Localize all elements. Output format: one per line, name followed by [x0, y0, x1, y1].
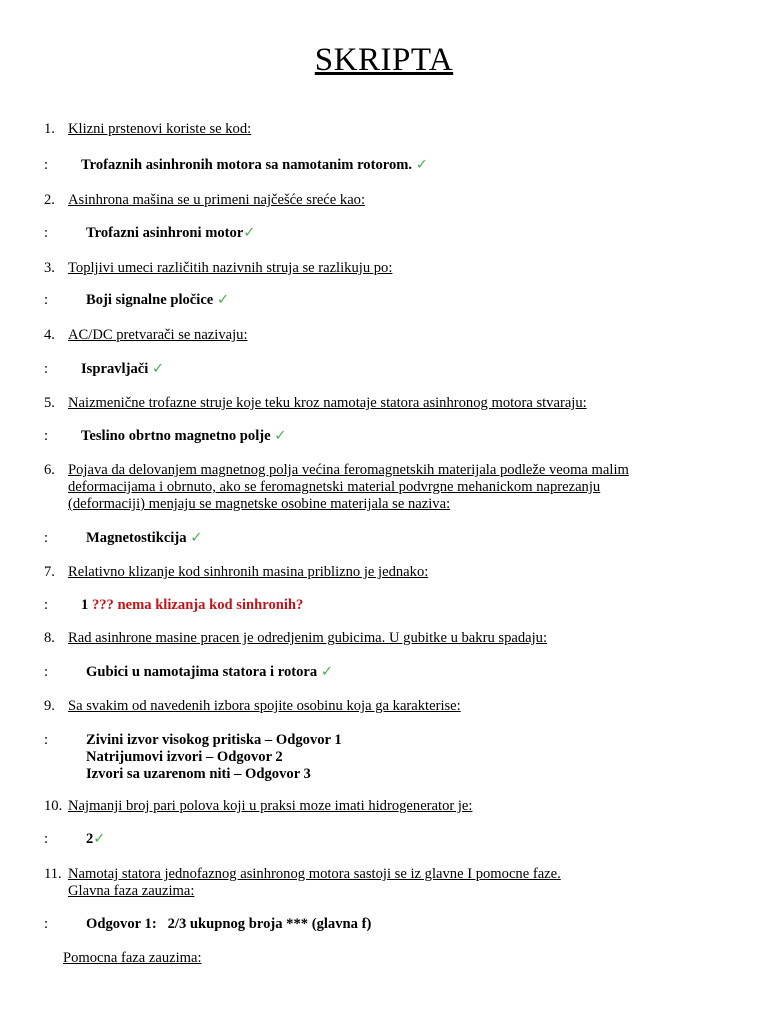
question-text-line: (deformaciji) menjaju se magnetske osobine materijala se naziva:: [68, 496, 451, 512]
answer-colon: :: [44, 831, 49, 847]
question-text: Relativno klizanje kod sinhronih masina priblizno je jednako:: [68, 564, 429, 580]
question-number: 9.: [44, 698, 55, 714]
question-text: Klizni prstenovi koriste se kod:: [68, 121, 252, 137]
check-mark-icon: ✓: [190, 530, 203, 546]
question-text: Sa svakim od navedenih izbora spojite osobinu koja ga karakterise:: [68, 698, 461, 714]
answer-prefix: 1: [81, 597, 89, 613]
check-mark-icon: ✓: [216, 292, 230, 308]
answer-text: Trofazni asinhroni motor: [86, 225, 244, 241]
answer-line: Izvori sa uzarenom niti – Odgovor 3: [86, 766, 311, 782]
check-mark-icon: ✓: [274, 428, 287, 444]
question-text-line: deformacijama i obrnuto, ako se feromagnetski material podvrgne mehanickom naprezanju: [68, 479, 601, 495]
question-text: Asinhrona mašina se u primeni najčešće sreće kao:: [68, 192, 366, 208]
answer-line: Zivini izvor visokog pritiska – Odgovor 1: [86, 732, 342, 748]
question-number: 7.: [44, 564, 55, 580]
answer-colon: :: [44, 361, 49, 377]
question-number: 3.: [44, 260, 55, 276]
question-number: 6.: [44, 462, 55, 478]
answer-colon: :: [44, 530, 49, 546]
check-mark-icon: ✓: [320, 664, 334, 680]
check-mark-icon: ✓: [415, 157, 428, 173]
question-text: Topljivi umeci različitih nazivnih struja se razlikuju po:: [68, 260, 393, 276]
question-number: 8.: [44, 630, 55, 646]
answer-colon: :: [44, 597, 49, 613]
question-text: Naizmenične trofazne struje koje teku kroz namotaje statora asinhronog motora stvaraju:: [68, 395, 587, 411]
answer-colon: :: [44, 664, 49, 680]
answer-colon: :: [44, 157, 49, 173]
answer-line: Natrijumovi izvori – Odgovor 2: [86, 749, 283, 765]
answer-colon: :: [44, 732, 49, 748]
question-text-line: Glavna faza zauzima:: [68, 883, 195, 899]
question-text: Najmanji broj pari polova koji u praksi moze imati hidrogenerator je:: [68, 798, 473, 814]
answer-text: Gubici u namotajima statora i rotora: [86, 664, 318, 680]
answer-colon: :: [44, 428, 49, 444]
question-number: 10.: [44, 798, 63, 814]
answer-text: Ispravljači: [81, 361, 149, 377]
question-number: 2.: [44, 192, 55, 208]
answer-text: Trofaznih asinhronih motora sa namotanim rotorom.: [81, 157, 413, 173]
check-mark-icon: ✓: [151, 361, 165, 377]
question-text: AC/DC pretvarači se nazivaju:: [68, 327, 248, 343]
question-text-line: Namotaj statora jednofaznog asinhronog motora sastoji se iz glavne I pomocne faze.: [68, 866, 561, 882]
page-title: SKRIPTA: [314, 42, 454, 78]
question-number: 1.: [44, 121, 55, 137]
question-number: 4.: [44, 327, 55, 343]
answer-colon: :: [44, 292, 49, 308]
answer-note-red: ??? nema klizanja kod sinhronih?: [91, 597, 304, 613]
check-mark-icon: ✓: [93, 831, 106, 847]
answer-colon: :: [44, 916, 49, 932]
answer-text: Teslino obrtno magnetno polje: [81, 428, 271, 444]
answer-colon: :: [44, 225, 49, 241]
question-text: Rad asinhrone masine pracen je odredjenim gubicima. U gubitke u bakru spadaju:: [68, 630, 548, 646]
answer-text: 2: [86, 831, 94, 847]
answer-text: Odgovor 1: 2/3 ukupnog broja *** (glavna f): [86, 916, 372, 932]
question-text: Pomocna faza zauzima:: [63, 950, 202, 966]
question-text-line: Pojava da delovanjem magnetnog polja većina feromagnetskih materijala podleže veoma malim: [68, 462, 629, 478]
answer-text: Boji signalne pločice: [86, 292, 214, 308]
answer-text: Magnetostikcija: [86, 530, 187, 546]
question-number: 11.: [44, 866, 62, 882]
check-mark-icon: ✓: [243, 225, 256, 241]
question-number: 5.: [44, 395, 55, 411]
